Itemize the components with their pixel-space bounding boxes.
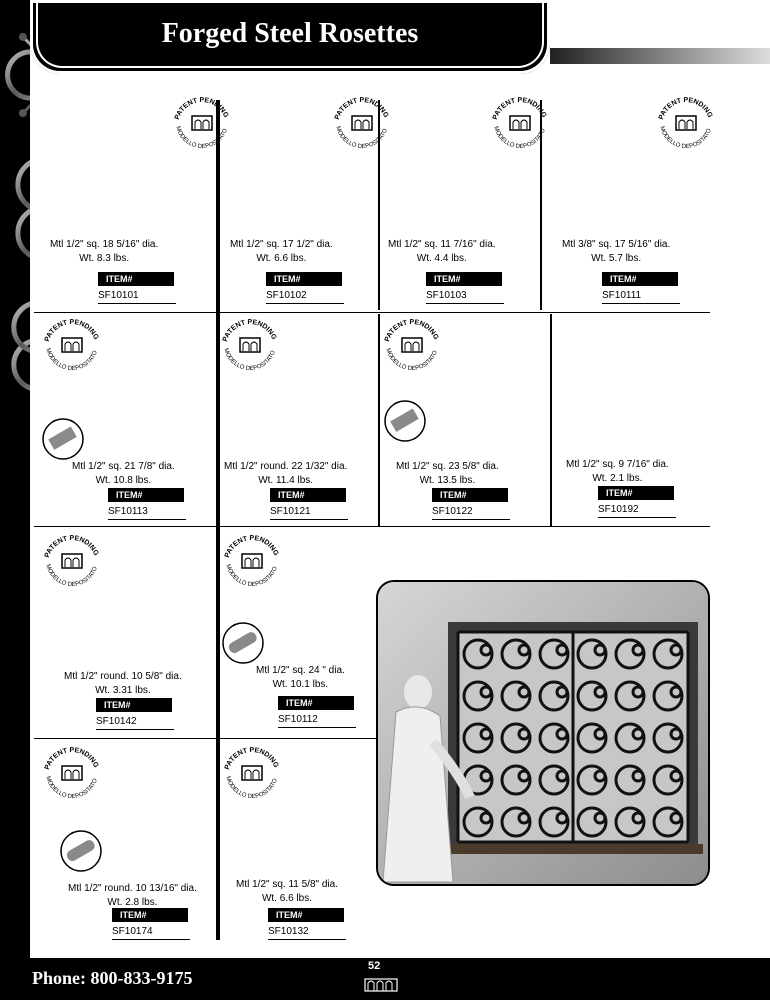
patent-pending-stamp-icon — [218, 314, 282, 378]
product-spec — [566, 458, 669, 486]
material-dimensions: Mtl 1/2" sq. 21 7/8" dia. — [72, 461, 175, 472]
item-code: SF10121 — [270, 506, 348, 520]
product-spec — [388, 238, 496, 266]
item-code: SF10101 — [98, 290, 176, 304]
svg-text:MODELLO DEPOSITATO: MODELLO DEPOSITATO — [44, 563, 99, 589]
svg-text:PATENT PENDING: PATENT PENDING — [221, 318, 278, 343]
product-spec — [68, 882, 197, 910]
weight: Wt. 2.8 lbs. — [107, 897, 158, 908]
material-dimensions: Mtl 1/2" sq. 11 5/8" dia. — [236, 879, 338, 890]
item-code: SF10132 — [268, 926, 346, 940]
material-dimensions: Mtl 1/2" sq. 18 5/16" dia. — [50, 239, 159, 250]
bar-cross-section-icon — [222, 622, 264, 664]
phone-number: Phone: 800-833-9175 — [32, 968, 193, 988]
product-spec — [50, 238, 158, 266]
row-divider — [34, 312, 710, 313]
svg-text:MODELLO DEPOSITATO: MODELLO DEPOSITATO — [492, 125, 547, 151]
column-divider — [550, 314, 552, 526]
product-spec — [64, 670, 182, 698]
header-gradient-bar — [550, 48, 770, 64]
svg-text:MODELLO DEPOSITATO: MODELLO DEPOSITATO — [44, 775, 99, 801]
svg-text:PATENT PENDING: PATENT PENDING — [43, 534, 100, 559]
material-dimensions: Mtl 1/2" sq. 23 5/8" dia. — [396, 461, 499, 472]
material-dimensions: Mtl 1/2" sq. 17 1/2" dia. — [230, 239, 333, 250]
svg-text:PATENT PENDING: PATENT PENDING — [491, 96, 548, 121]
svg-text:PATENT PENDING: PATENT PENDING — [43, 746, 100, 771]
item-label: ITEM# — [426, 272, 502, 286]
item-label: ITEM# — [268, 908, 344, 922]
item-code: SF10102 — [266, 290, 344, 304]
wrought-iron-window-photo — [376, 580, 710, 886]
item-code: SF10113 — [108, 506, 186, 520]
weight: Wt. 10.8 lbs. — [95, 475, 152, 486]
svg-text:PATENT PENDING: PATENT PENDING — [173, 96, 230, 121]
svg-text:MODELLO DEPOSITATO: MODELLO DEPOSITATO — [222, 347, 277, 373]
item-label: ITEM# — [602, 272, 678, 286]
weight: Wt. 3.31 lbs. — [95, 685, 151, 696]
item-code: SF10112 — [278, 714, 356, 728]
item-code: SF10174 — [112, 926, 190, 940]
material-dimensions: Mtl 3/8" sq. 17 5/16" dia. — [562, 239, 671, 250]
weight: Wt. 13.5 lbs. — [419, 475, 476, 486]
patent-pending-stamp-icon — [380, 314, 444, 378]
weight: Wt. 10.1 lbs. — [272, 679, 329, 690]
product-spec — [72, 460, 175, 488]
material-dimensions: Mtl 1/2" sq. 11 7/16" dia. — [388, 239, 496, 250]
svg-text:MODELLO DEPOSITATO: MODELLO DEPOSITATO — [224, 775, 279, 801]
item-label: ITEM# — [598, 486, 674, 500]
item-code: SF10111 — [602, 290, 680, 304]
svg-text:MODELLO DEPOSITATO: MODELLO DEPOSITATO — [334, 125, 389, 151]
weight: Wt. 2.1 lbs. — [592, 473, 643, 484]
item-label: ITEM# — [98, 272, 174, 286]
gate-logo-icon — [364, 976, 398, 992]
material-dimensions: Mtl 1/2" sq. 9 7/16" dia. — [566, 459, 669, 470]
bar-cross-section-icon — [42, 418, 84, 460]
material-dimensions: Mtl 1/2" round. 22 1/32" dia. — [224, 461, 348, 472]
item-code: SF10122 — [432, 506, 510, 520]
patent-pending-stamp-icon — [330, 92, 394, 156]
svg-text:PATENT PENDING: PATENT PENDING — [43, 318, 100, 343]
product-spec — [562, 238, 670, 266]
item-code: SF10192 — [598, 504, 676, 518]
svg-text:MODELLO DEPOSITATO: MODELLO DEPOSITATO — [658, 125, 713, 151]
title-tab — [30, 0, 550, 74]
svg-text:MODELLO DEPOSITATO: MODELLO DEPOSITATO — [224, 563, 279, 589]
page-title: Forged Steel Rosettes — [161, 18, 419, 49]
bar-cross-section-icon — [60, 830, 102, 872]
patent-pending-stamp-icon — [40, 314, 104, 378]
svg-text:PATENT PENDING: PATENT PENDING — [333, 96, 390, 121]
item-code: SF10142 — [96, 716, 174, 730]
bar-cross-section-icon — [384, 400, 426, 442]
page-number: 52 — [368, 960, 381, 972]
product-spec — [396, 460, 499, 488]
patent-pending-stamp-icon — [170, 92, 234, 156]
svg-text:PATENT PENDING: PATENT PENDING — [383, 318, 440, 343]
item-label: ITEM# — [108, 488, 184, 502]
item-label: ITEM# — [270, 488, 346, 502]
weight: Wt. 4.4 lbs. — [416, 253, 467, 264]
svg-text:PATENT PENDING: PATENT PENDING — [657, 96, 714, 121]
patent-pending-stamp-icon — [654, 92, 718, 156]
item-label: ITEM# — [112, 908, 188, 922]
product-spec — [224, 460, 347, 488]
patent-pending-stamp-icon — [220, 742, 284, 806]
weight: Wt. 8.3 lbs. — [79, 253, 130, 264]
row-divider — [34, 526, 710, 527]
material-dimensions: Mtl 1/2" round. 10 5/8" dia. — [64, 671, 182, 682]
item-label: ITEM# — [266, 272, 342, 286]
svg-text:MODELLO DEPOSITATO: MODELLO DEPOSITATO — [44, 347, 99, 373]
product-spec — [236, 878, 338, 906]
row-divider — [34, 738, 378, 739]
column-divider — [216, 100, 220, 940]
svg-text:PATENT PENDING: PATENT PENDING — [223, 534, 280, 559]
item-code: SF10103 — [426, 290, 504, 304]
material-dimensions: Mtl 1/2" sq. 24 " dia. — [256, 665, 345, 676]
weight: Wt. 11.4 lbs. — [258, 475, 314, 486]
weight: Wt. 6.6 lbs. — [261, 893, 312, 904]
patent-pending-stamp-icon — [488, 92, 552, 156]
svg-text:MODELLO DEPOSITATO: MODELLO DEPOSITATO — [384, 347, 439, 373]
patent-pending-stamp-icon — [40, 530, 104, 594]
weight: Wt. 5.7 lbs. — [591, 253, 642, 264]
patent-pending-stamp-icon — [40, 742, 104, 806]
item-label: ITEM# — [278, 696, 354, 710]
weight: Wt. 6.6 lbs. — [256, 253, 307, 264]
patent-pending-stamp-icon — [220, 530, 284, 594]
item-label: ITEM# — [96, 698, 172, 712]
product-spec — [230, 238, 333, 266]
item-label: ITEM# — [432, 488, 508, 502]
product-spec — [256, 664, 345, 692]
svg-text:MODELLO DEPOSITATO: MODELLO DEPOSITATO — [174, 125, 229, 151]
svg-text:PATENT PENDING: PATENT PENDING — [223, 746, 280, 771]
material-dimensions: Mtl 1/2" round. 10 13/16" dia. — [68, 883, 197, 894]
